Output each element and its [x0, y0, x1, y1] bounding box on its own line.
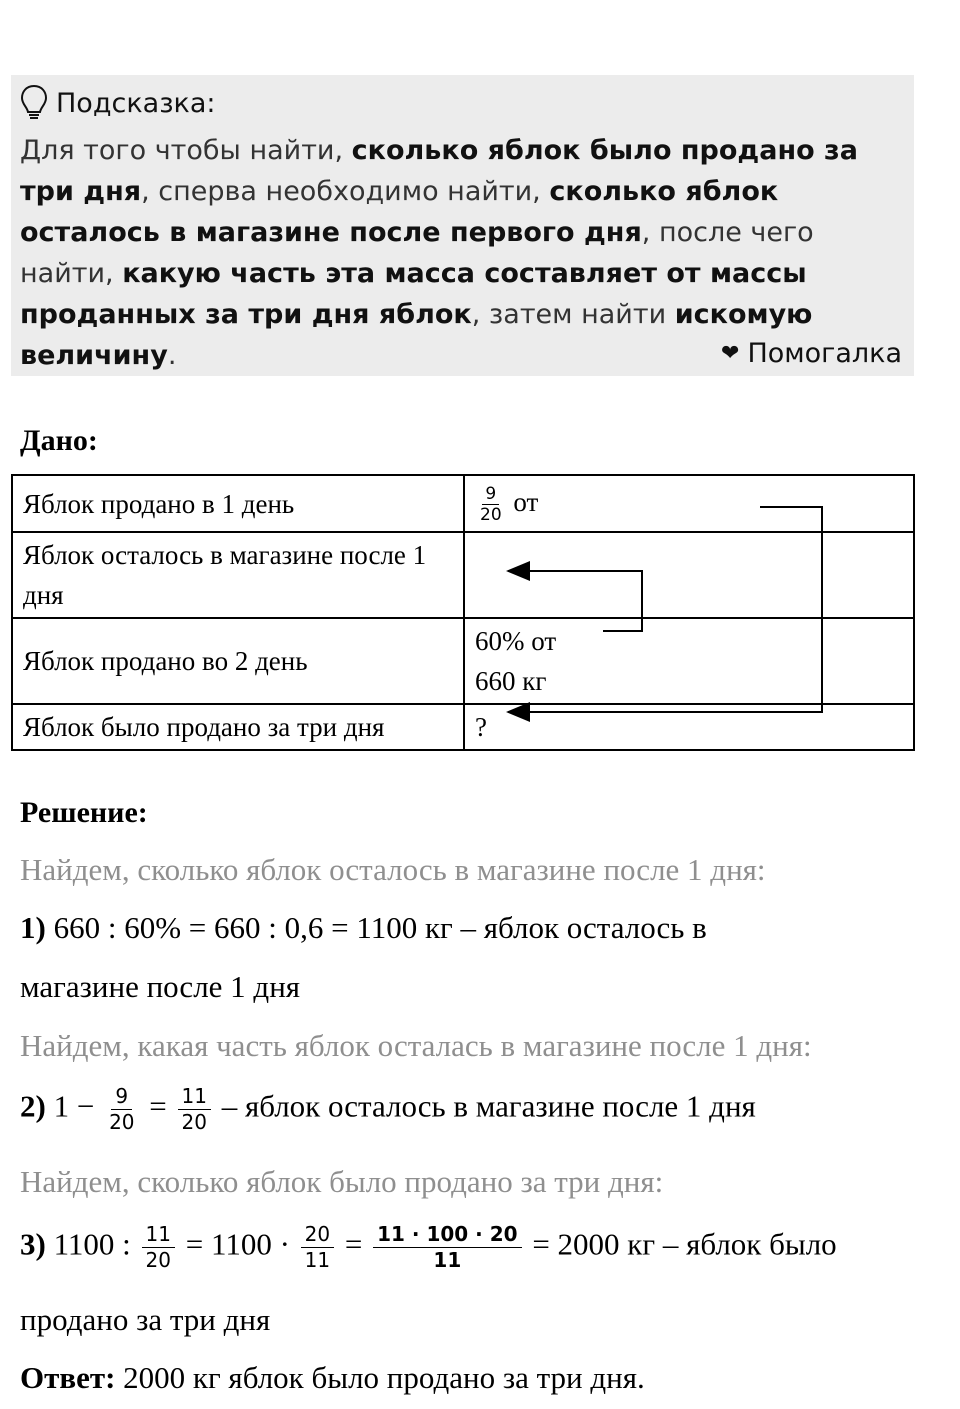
signature-text: Помогалка	[747, 338, 902, 369]
hint-title-text: Подсказка:	[56, 87, 216, 119]
row-value: 60% от 660 кг	[464, 618, 914, 704]
fraction: $\frac{9}{20}$	[109, 1084, 135, 1134]
row-value: $\frac{9}{20}$ от	[464, 475, 914, 532]
fraction: $\frac{9}{20}$	[480, 484, 502, 526]
given-title: Дано:	[20, 424, 98, 457]
row-label: Яблок осталось в магазине после 1 дня	[12, 532, 464, 618]
row-value: ?	[464, 704, 914, 750]
solution-step-1-cont: магазине после 1 дня	[20, 969, 301, 1004]
table-row	[12, 532, 914, 618]
solution-step-1: 1) 660 : 60% = 660 : 0,6 = 1100 кг – яблок осталось в	[20, 910, 707, 945]
heart-icon: ❤	[721, 341, 740, 366]
solution-step-3: 3) 1100 : $\frac{11}{20}$ = 1100 · $\frac{20}{11}$ = $\frac{11 \cdot 100 \cdot 20}{11}$ = 2000 кг – яблок было	[20, 1222, 837, 1272]
solution-note: Найдем, сколько яблок осталось в магазине после 1 дня:	[20, 852, 766, 887]
hint-text: Для того чтобы найти, сколько яблок было продано за три дня, сперва необходимо найти, сколько яблок осталось в магазине после первого дня, после чего найти, какую часть эта масса составляет от массы проданных за три дня яблок, затем найти искомую величину.	[20, 135, 858, 371]
fraction: $\frac{11 \cdot 100 \cdot 20}{11}$	[373, 1222, 521, 1273]
hint-signature	[721, 338, 902, 369]
fraction: $\frac{11}{20}$	[178, 1084, 211, 1135]
fraction: $\frac{11}{20}$	[142, 1222, 175, 1273]
solution-note: Найдем, сколько яблок было продано за три дня:	[20, 1164, 664, 1199]
fraction: $\frac{20}{11}$	[301, 1222, 334, 1273]
solution-step-3-cont: продано за три дня	[20, 1302, 271, 1337]
lightbulb-icon	[20, 84, 48, 122]
row-label: Яблок было продано за три дня	[12, 704, 464, 750]
given-table	[11, 474, 915, 751]
row-label: Яблок продано в 1 день	[12, 475, 464, 532]
hint-title	[20, 84, 216, 122]
solution-step-2: 2) 1 − $\frac{9}{20}$ = $\frac{11}{20}$ – яблок осталось в магазине после 1 дня	[20, 1084, 756, 1134]
answer: Ответ: 2000 кг яблок было продано за три дня.	[20, 1360, 645, 1395]
table-row	[12, 704, 914, 750]
table-row	[12, 475, 914, 532]
row-label: Яблок продано во 2 день	[12, 618, 464, 704]
table-row	[12, 618, 914, 704]
solution-title: Решение:	[20, 796, 148, 829]
solution-note: Найдем, какая часть яблок осталась в магазине после 1 дня:	[20, 1028, 812, 1063]
row-value	[464, 532, 914, 618]
